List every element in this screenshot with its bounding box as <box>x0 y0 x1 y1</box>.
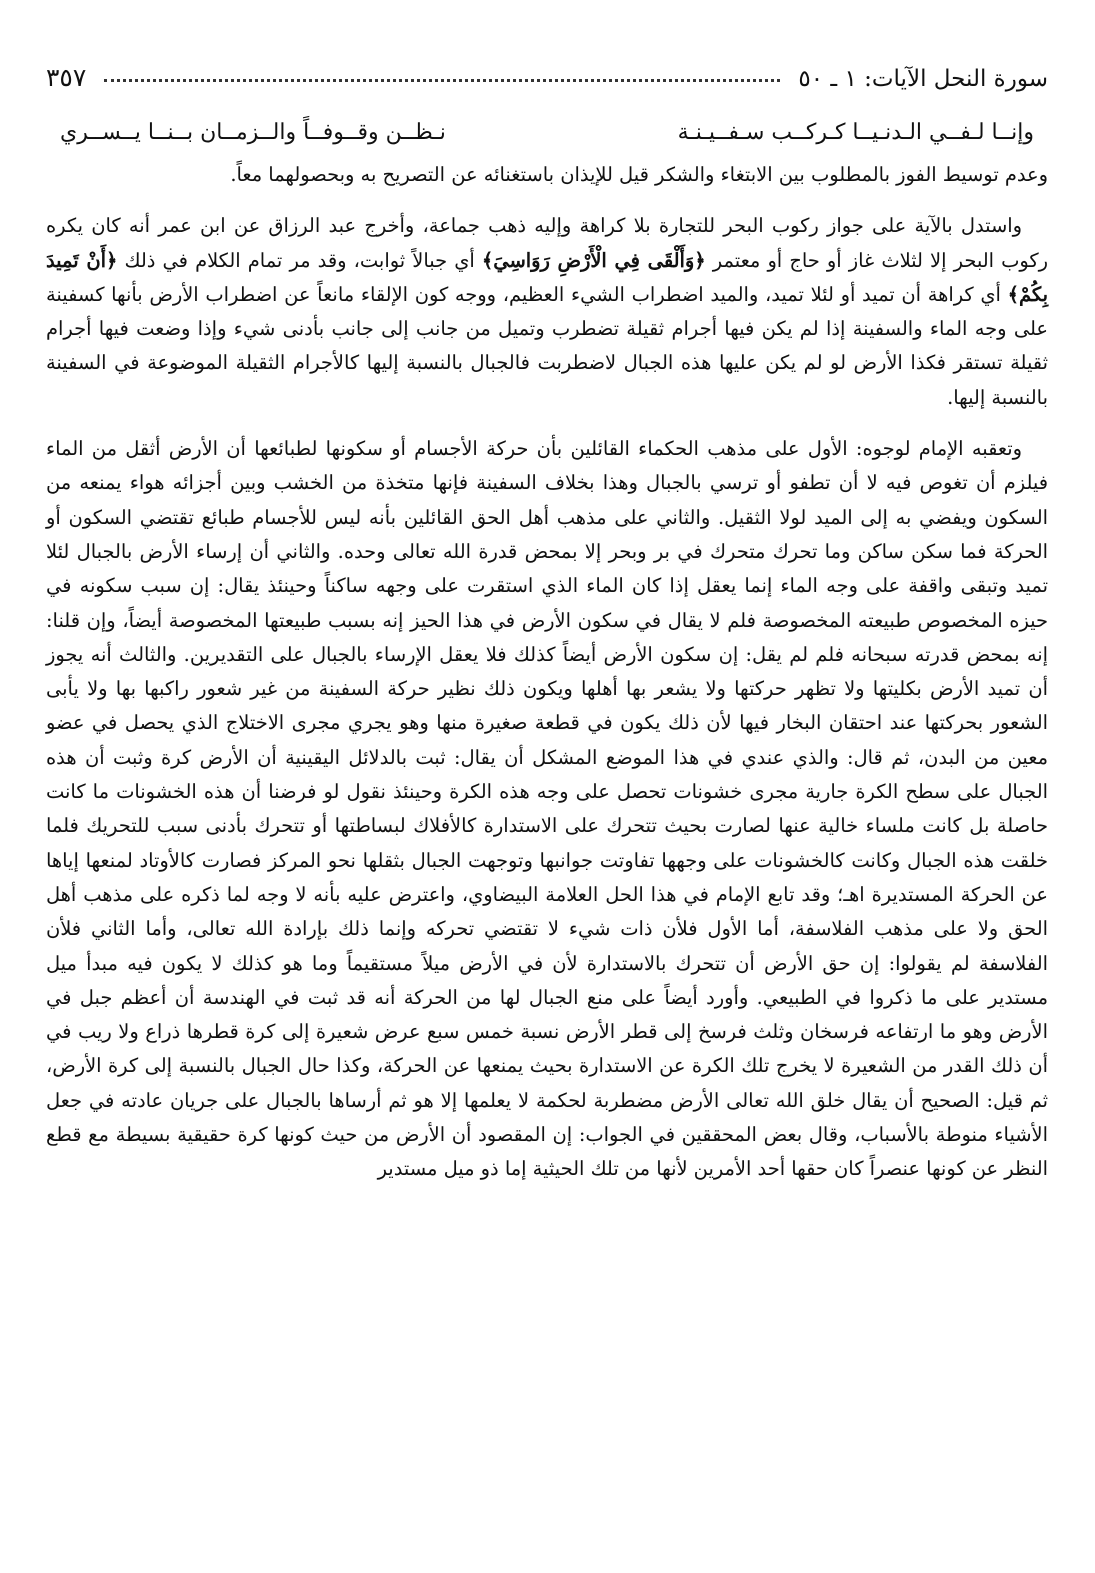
leader-dots <box>104 78 780 82</box>
paragraph-text: واستدل بالآية على جواز ركوب البحر للتجارة بلا كراهة وإليه ذهب جماعة، وأخرج عبد الرزاق عن ابن عمر أنه كان يكره ركوب البحر إلا لثلاث غاز أو حاج أو معتمر <box>46 214 1048 272</box>
running-header <box>46 52 1048 92</box>
paragraph-conclusion: وعدم توسيط الفوز بالمطلوب بين الابتغاء والشكر قيل للإيذان باستغنائه عن التصريح به وبحصولهما معاً. <box>230 163 1048 186</box>
page-number: ٣٥٧ <box>46 63 87 92</box>
paragraph-text: أي جبالاً ثوابت، وقد مر تمام الكلام في ذلك <box>117 248 482 272</box>
quran-quote: ﴿أَنْ تَمِيدَ بِكُمْ﴾ <box>46 248 1048 306</box>
verse-first-hemistich: وإنــا لـفــي الـدنـيــا كـركــب سـفــيـنـة <box>677 120 1034 145</box>
poetry-verse <box>46 116 1048 150</box>
verse-second-hemistich: نـظــن وقــوفــاً والــزمــان بــنــا يــســري <box>60 120 446 145</box>
paragraph-imam-objections: وتعقبه الإمام لوجوه: الأول على مذهب الحكماء القائلين بأن حركة الأجسام أو سكونها لطبائعها أن الأرض أثقل من الماء فيلزم أن تغوص فيه لا أن تطفو أو ترسي بالجبال وهذا بخلاف السفينة فإنها متخذة من الخشب وبين أجزائه هواء يمنعه من السكون ويفضي به إلى الميد لولا الثقيل. والثاني على مذهب أهل الحق القائلين بأنه ليس للأجسام طبائع تقتضي السكون أو الحركة فما سكن ساكن وما تحرك متحرك في بر وبحر إلا بمحض قدرة الله تعالى وحده. والثاني أن إرساء الأرض بالجبال لئلا تميد وتبقى واقفة على وجه الماء إنما يعقل إذا كان الماء الذي استقرت على وجهه ساكناً وحينئذ يقال: إن سبب سكونه في حيزه المخصوص طبيعته المخصوصة فلم لا يقال في سكون الأرض في هذا الحيز إنه بسبب طبيعتها المخصوصة أيضاً، وإن قلنا: إنه بمحض قدرته سبحانه فلم لم يقل: إن سكون الأرض أيضاً كذلك فلا يعقل الإرساء بالجبال على التقديرين. والثالث أنه يجوز أن تميد الأرض بكليتها ولا تظهر حركتها ولا يشعر بها أهلها ويكون ذلك نظير حركة السفينة من غير شعور راكبها بها ولا يأبى الشعور بحركتها عند احتقان البخار فيها لأن ذلك يكون في قطعة صغيرة منها وهو يجري مجرى الاختلاج الذي يحصل في عضو معين من البدن، ثم قال: والذي عندي في هذا الموضع المشكل أن يقال: ثبت بالدلائل اليقينية أن الأرض كرة وثبت أن هذه الجبال على سطح الكرة جارية مجرى خشونات تحصل على وجه هذه الكرة وحينئذ نقول لو فرضنا أن هذه الخشونات ما كانت حاصلة بل كانت ملساء خالية عنها لصارت بحيث تتحرك على الاستدارة كالأفلاك لبساطتها أو تتحرك بأدنى سبب للتحريك فلما خلقت هذه الجبال وكانت كالخشونات على وجهها تفاوتت جوانبها وتوجهت الجبال بثقلها نحو المركز فصارت كالأوتاد لمنعها إياها عن الحركة المستديرة اهـ؛ وقد تابع الإمام في هذا الحل العلامة البيضاوي، واعترض عليه بأنه لا وجه لما ذكره على مذهب أهل الحق ولا على مذهب الفلاسفة، أما الأول فلأن ذات شيء لا تقتضي تحركه وإنما ذلك بإرادة الله تعالى، وأما الثاني فلأن الفلاسفة لم يقولوا: إن حق الأرض أن تتحرك بالاستدارة لأن في الأرض ميلاً مستقيماً وما هو كذلك لا يكون فيه مبدأ ميل مستدير على ما ذكروا في الطبيعي. وأورد أيضاً على منع الجبال لها من الحركة أنه قد ثبت في الهندسة أن أعظم جبل في الأرض وهو ما ارتفاعه فرسخان وثلث فرسخ إلى قطر الأرض نسبة خمس سبع عرض شعيرة إلى كرة قطرها ذراع ولا ريب في أن ذلك القدر من الشعيرة لا يخرج تلك الكرة عن الاستدارة بحيث يمنعها عن الحركة، وكذا حال الجبال بالنسبة إلى كرة الأرض، ثم قيل: الصحيح أن يقال خلق الله تعالى الأرض مضطربة لحكمة لا يعلمها إلا هو ثم أرساها بالجبال على جريان عادته في جعل الأشياء منوطة بالأسباب، وقال بعض المحققين في الجواب: إن المقصود أن الأرض من حيث كونها كرة حقيقية بسيطة مع قطع النظر عن كونها عنصراً كان حقها أحد الأمرين لأنها من تلك الحيثية إما ذو ميل مستدير <box>46 437 1048 1181</box>
book-page <box>46 52 1048 1187</box>
quran-quote: ﴿وَأَلْقَى فِي الْأَرْضِ رَوَاسِيَ﴾ <box>481 248 706 272</box>
surah-title: سورة النحل الآيات: ١ ـ ٥٠ <box>798 66 1048 92</box>
paragraph-sea-travel <box>46 209 1048 415</box>
paragraph-text: أي كراهة أن تميد أو لئلا تميد، والميد اضطراب الشيء العظيم، ووجه كون الإلقاء مانعاً عن اضطراب الأرض بأنها كسفينة على وجه الماء والسفينة إذا لم يكن فيها أجرام ثقيلة تضطرب وتميل من جانب إلى جانب بأدنى شيء وإذا وضعت فيها أجرام ثقيلة تستقر فكذا الأرض لو لم يكن عليها هذه الجبال لاضطربت فالجبال بالنسبة إليها كالأجرام الثقيلة الموضوعة في السفينة بالنسبة إليها. <box>46 282 1048 409</box>
